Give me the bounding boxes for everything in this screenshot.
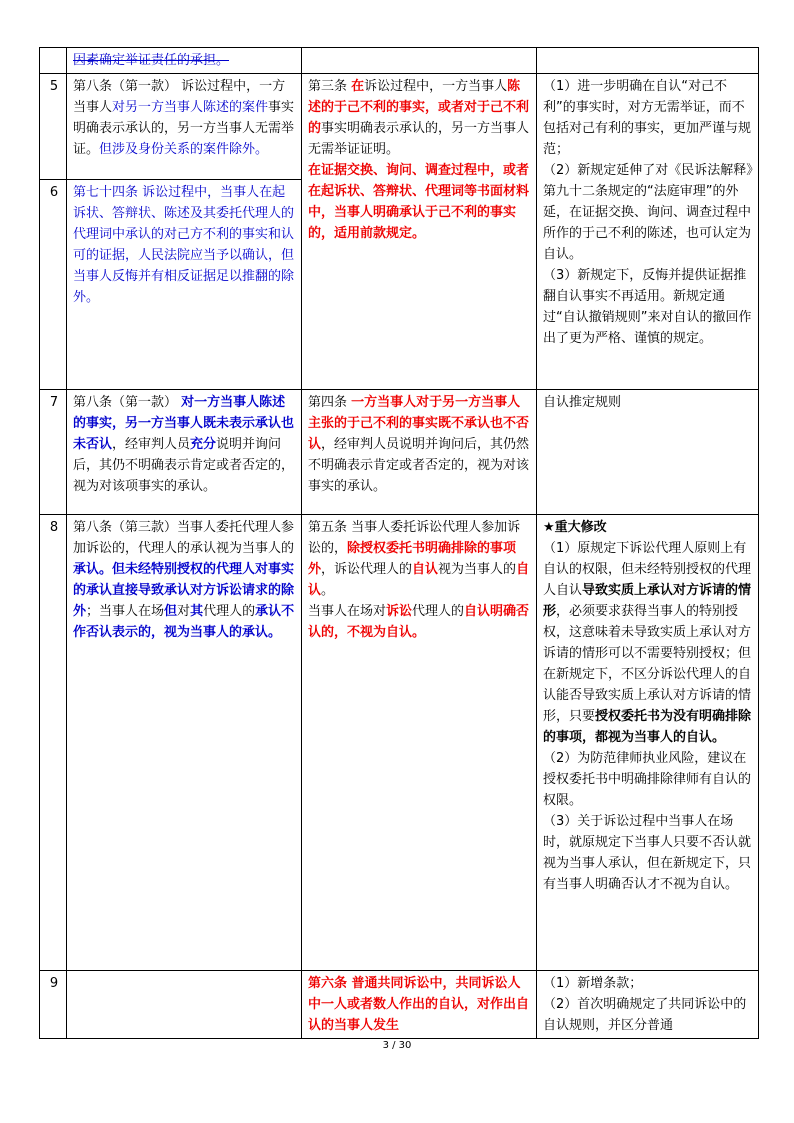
old-rule-text: 。但未经特别授权的代理人对事实的承认直接导致承认对方诉讼请求的除外 xyxy=(73,562,295,619)
new-rule-text: 诉讼 xyxy=(386,604,413,619)
new-rule-text: 陈述的于己不利的事实，或者对于己不利的 xyxy=(308,79,530,136)
note-text: （3）新规定下，反悔并提供证据推翻自认事实不再适用。新规定通过“自认撤销规则”来对自认的撤回作出了更为严格、谨慎的规定。 xyxy=(543,268,752,346)
note-cell xyxy=(537,971,759,1039)
old-rule-text: 第八条（第三款）当事人委托代理人参加诉讼的，代理人的承认视为当事人的 xyxy=(73,520,295,556)
note-text: （1）进一步明确在自认“对己不利”的事实时，对方无需举证，而不包括对己有利的事实，更加严谨与规范； xyxy=(543,79,752,157)
old-rule-text: 充分 xyxy=(190,437,217,452)
new-rule-text: 代理人的 xyxy=(412,604,465,619)
table-row xyxy=(40,74,759,180)
table-row xyxy=(40,390,759,515)
old-rule-text: 承认 xyxy=(73,562,100,577)
old-rule-text: 因素确定举证责任的承担。 xyxy=(73,53,230,68)
old-rule-text: 对一方当事人陈述的事实，另一方当事人既未表示承认也未否认 xyxy=(73,395,295,452)
old-rule-text: 代理人的 xyxy=(203,604,256,619)
old-rule-text: 第七十四条 诉讼过程中，当事人在起诉状、答辩状、陈述及其委托代理人的代理词中承认的对己方不利的事实和认可的证据，人民法院应当予以确认，但当事人反悔并有相反证据足以推翻的除外。 xyxy=(73,185,295,305)
old-rule-cell xyxy=(67,74,302,180)
note-text: 自认推定规则 xyxy=(543,395,622,410)
note-cell xyxy=(537,390,759,515)
old-rule-text: 其 xyxy=(190,604,204,619)
row-number: 7 xyxy=(40,390,67,515)
note-text: （3）关于诉讼过程中当事人在场时，就原规定下当事人只要不否认就视为当事人承认，但在新规定下，只有当事人明确否认才不视为自认。 xyxy=(543,814,752,892)
row-number: 5 xyxy=(40,74,67,180)
page-number: 3 / 30 xyxy=(382,1040,412,1051)
old-rule-text: 第八条（第一款） 诉讼过程中，一方当事人 xyxy=(73,79,286,115)
note-cell xyxy=(537,74,759,390)
row-number: 8 xyxy=(40,515,67,971)
old-rule-text: 第八条（第一款） xyxy=(73,395,182,410)
new-rule-cell xyxy=(302,971,537,1039)
old-rule-text: 承认不作否认表示的，视为当事人的承认。 xyxy=(73,604,295,640)
new-rule-text: 自认 xyxy=(412,562,439,577)
row-number xyxy=(40,48,67,74)
note-cell xyxy=(537,515,759,971)
new-rule-text: 第三条 xyxy=(308,79,352,94)
table-row xyxy=(40,48,759,74)
new-rule-cell xyxy=(302,390,537,515)
new-rule-text: ，经审判人员说明并询问后，其仍然不明确表示肯定或者否定的，视为对该事实的承认。 xyxy=(308,437,530,494)
old-rule-text: ，经审判人员 xyxy=(112,437,191,452)
old-rule-cell xyxy=(67,48,302,74)
new-rule-text: 事实明确表示承认的，另一方当事人无需举证证明。 xyxy=(308,121,530,157)
new-rule-text: ，诉讼代理人的 xyxy=(321,562,413,577)
table-row xyxy=(40,515,759,971)
new-rule-text: 。 xyxy=(321,583,335,598)
old-rule-cell xyxy=(67,390,302,515)
new-rule-cell xyxy=(302,515,537,971)
new-rule-text: 除授权委托书明确排除的事项外 xyxy=(308,541,517,577)
comparison-table xyxy=(39,47,759,1039)
note-cell xyxy=(537,48,759,74)
old-rule-text: 对 xyxy=(177,604,191,619)
new-rule-text: 自认明确否认的，不视为自认。 xyxy=(308,604,530,640)
old-rule-text: 对另一方当事人陈述的案件 xyxy=(112,100,269,115)
new-rule-cell xyxy=(302,74,537,390)
new-rule-text: 在 xyxy=(351,79,365,94)
old-rule-cell xyxy=(67,971,302,1039)
old-rule-text: 说明并询问后，其仍不明确表示肯定或者否定的，视为对该项事实的承认。 xyxy=(73,437,295,494)
row-number: 9 xyxy=(40,971,67,1039)
note-text: （2）首次明确规定了共同诉讼中的自认规则，并区分普通 xyxy=(543,997,747,1033)
new-rule-text: 视为当事人的 xyxy=(438,562,517,577)
old-rule-text: 事实明确表示承认的，另一方当事人无需举证。 xyxy=(73,100,295,157)
new-rule-text: 自认 xyxy=(308,562,530,598)
note-text: 授权委托书为没有明确排除的事项，都视为当事人的自认。 xyxy=(543,709,752,745)
note-text: （2）新规定延伸了对《民诉法解释》第九十二条规定的“法庭审理”的外延，在证据交换、询问、调查过程中所作的于己不利的陈述，也可认定为自认。 xyxy=(543,163,753,262)
note-text: 导致实质上承认对方诉请的情形 xyxy=(543,583,752,619)
note-text: （1）新增条款； xyxy=(543,976,643,991)
new-rule-cell xyxy=(302,48,537,74)
row-number: 6 xyxy=(40,180,67,390)
new-rule-text: 在证据交换、询问、调查过程中，或者在起诉状、答辩状、代理词等书面材料中，当事人明确承认于己不利的事实的，适用前款规定。 xyxy=(308,163,530,241)
old-rule-text: 但 xyxy=(164,604,178,619)
new-rule-text: 第六条 普通共同诉讼中，共同诉讼人中一人或者数人作出的自认，对作出自认的当事人发生 xyxy=(308,976,530,1033)
old-rule-cell xyxy=(67,515,302,971)
new-rule-text: 当事人在场对 xyxy=(308,604,387,619)
table-row xyxy=(40,971,759,1039)
note-text: （1）原规定下诉讼代理人原则上有自认的权限，但未经特别授权的代理人自认 xyxy=(543,541,752,598)
note-text: （2）为防范律师执业风险，建议在授权委托书中明确排除律师有自认的权限。 xyxy=(543,751,752,808)
new-rule-text: 第五条 当事人委托诉讼代理人参加诉讼的， xyxy=(308,520,521,556)
old-rule-text: 但涉及身份关系的案件除外。 xyxy=(99,142,269,157)
note-text: ，必须要求获得当事人的特别授权，这意味着未导致实质上承认对方诉请的情形可以不需要特别授权；但在新规定下，不区分诉讼代理人的自认能否导致实质上承认对方诉请的情形，只要 xyxy=(543,604,752,724)
new-rule-text: 第四条 xyxy=(308,395,352,410)
new-rule-text: 诉讼过程中，一方当事人 xyxy=(364,79,508,94)
new-rule-text: 一方当事人对于另一方当事人主张的于己不利的事实既不承认也不否认 xyxy=(308,395,530,452)
old-rule-cell xyxy=(67,180,302,390)
old-rule-text: ；当事人在场 xyxy=(86,604,165,619)
major-change-title: ★重大修改 xyxy=(543,520,607,535)
